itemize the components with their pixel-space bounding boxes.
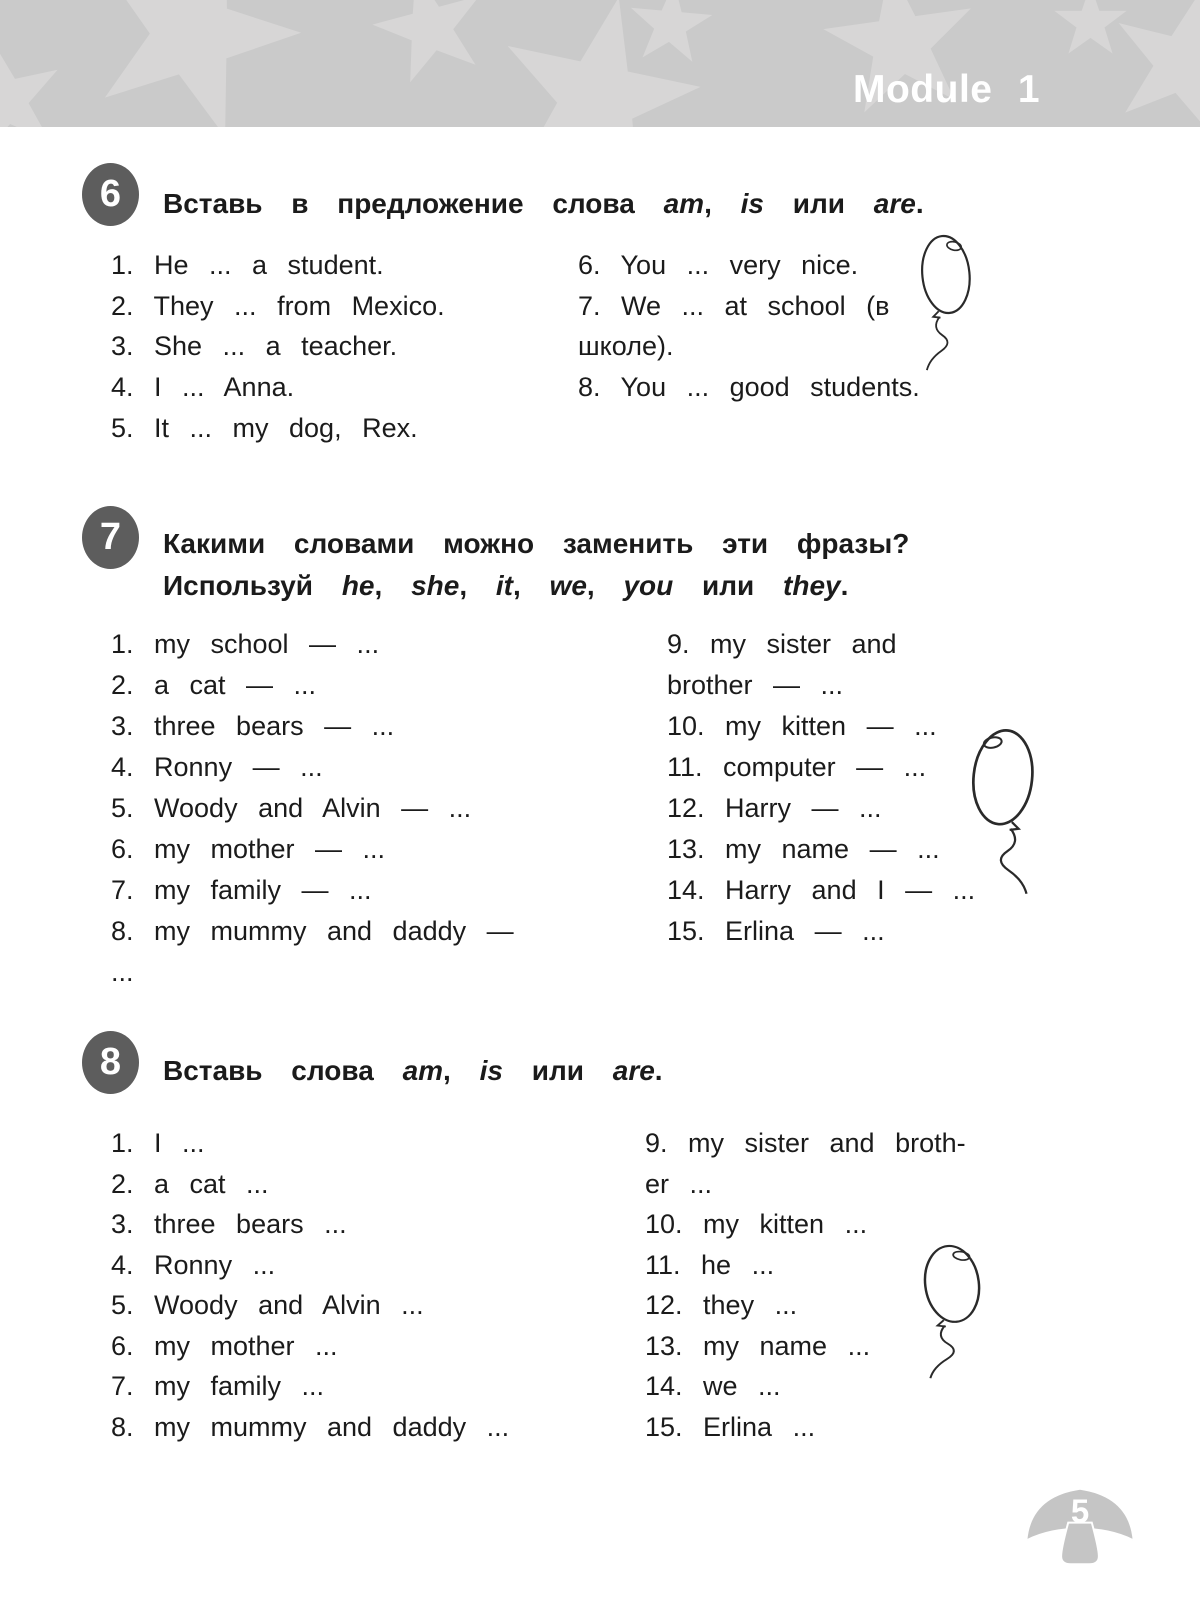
balloon-icon bbox=[918, 1244, 984, 1380]
mushroom-icon bbox=[1025, 1481, 1135, 1569]
title-italic-word: am bbox=[663, 188, 705, 219]
list-line: 5. It ... my dog, Rex. bbox=[111, 412, 418, 443]
balloon-icon bbox=[968, 728, 1040, 896]
title-italic-word: you bbox=[623, 570, 674, 601]
list-line: 3. three bears ... bbox=[111, 1209, 347, 1239]
exercise-title-line bbox=[163, 565, 909, 607]
module-header-band bbox=[0, 0, 1200, 127]
exercise-title bbox=[163, 183, 924, 225]
list-line: 4. Ronny — ... bbox=[111, 752, 323, 782]
list-line: 2. a cat — ... bbox=[111, 670, 317, 700]
list-line: 12. they ... bbox=[645, 1290, 798, 1320]
star-icon bbox=[360, 0, 501, 98]
star-icon bbox=[0, 29, 76, 127]
exercise-number-badge: 6 bbox=[82, 163, 139, 226]
title-text: Вставь слова bbox=[163, 1055, 403, 1086]
exercise-title bbox=[163, 1050, 663, 1092]
list-line: 14. Harry and I — ... bbox=[667, 875, 976, 905]
title-text: , bbox=[512, 570, 550, 601]
title-text: или bbox=[764, 188, 874, 219]
list-line: 2. a cat ... bbox=[111, 1168, 269, 1199]
list-line: 9. my sister and broth- bbox=[645, 1128, 966, 1158]
title-text: или bbox=[502, 1055, 613, 1086]
list-line: 1. He ... a student. bbox=[111, 250, 384, 280]
list-line: 13. my name ... bbox=[645, 1330, 871, 1361]
list-line: 1. I ... bbox=[111, 1128, 205, 1158]
page-number: 5 bbox=[1070, 1493, 1090, 1531]
title-text: , bbox=[586, 570, 624, 601]
list-line: 15. Erlina — ... bbox=[667, 916, 885, 946]
list-column-right bbox=[667, 624, 975, 952]
title-text: , bbox=[443, 1055, 480, 1086]
list-line: 5. Woody and Alvin ... bbox=[111, 1290, 424, 1320]
exercise-title bbox=[163, 523, 909, 607]
star-icon bbox=[624, 0, 716, 71]
list-line: 6. You ... very nice. bbox=[578, 250, 859, 280]
list-line: 14. we ... bbox=[645, 1371, 781, 1401]
list-column-left bbox=[111, 1123, 509, 1447]
list-line: 8. my mummy and daddy — bbox=[111, 916, 514, 946]
star-icon bbox=[57, 0, 328, 127]
list-line: 1. my school — ... bbox=[111, 629, 380, 659]
list-line: школе). bbox=[578, 331, 674, 362]
list-line: 7. my family — ... bbox=[111, 875, 372, 905]
title-italic-word: she bbox=[411, 570, 460, 601]
list-line: 5. Woody and Alvin — ... bbox=[111, 793, 472, 823]
list-line: 8. You ... good students. bbox=[578, 372, 920, 403]
exercise-title-line bbox=[163, 1050, 663, 1092]
list-column-left bbox=[111, 624, 514, 993]
list-column-right bbox=[578, 245, 920, 408]
title-text: . bbox=[840, 570, 849, 601]
list-line: 15. Erlina ... bbox=[645, 1411, 816, 1442]
title-text: . bbox=[915, 188, 924, 219]
list-line: brother — ... bbox=[667, 670, 844, 700]
title-italic-word: are bbox=[612, 1055, 655, 1086]
list-line: 4. Ronny ... bbox=[111, 1249, 276, 1280]
exercise-number-badge: 7 bbox=[82, 506, 139, 569]
list-line: 9. my sister and bbox=[667, 629, 897, 659]
title-text: Используй bbox=[163, 570, 342, 601]
title-text: , bbox=[459, 570, 496, 601]
list-line: 4. I ... Anna. bbox=[111, 372, 295, 403]
list-line: 6. my mother — ... bbox=[111, 834, 386, 864]
module-title: Module 1 bbox=[853, 68, 1041, 111]
title-text: или bbox=[673, 570, 784, 601]
exercise-title-line bbox=[163, 183, 924, 225]
list-line: 3. three bears — ... bbox=[111, 711, 395, 741]
list-column-left bbox=[111, 245, 445, 449]
list-line: 12. Harry — ... bbox=[667, 793, 882, 823]
list-line: 10. my kitten ... bbox=[645, 1209, 868, 1239]
list-line: 10. my kitten — ... bbox=[667, 711, 937, 741]
list-line: 13. my name — ... bbox=[667, 834, 940, 864]
title-italic-word: is bbox=[740, 188, 764, 219]
title-italic-word: he bbox=[341, 570, 375, 601]
list-line: 7. my family ... bbox=[111, 1371, 325, 1401]
title-text: Какими словами можно заменить эти фразы? bbox=[163, 528, 910, 559]
exercise-number-badge: 8 bbox=[82, 1031, 139, 1094]
list-line: er ... bbox=[645, 1168, 713, 1199]
list-line: 3. She ... a teacher. bbox=[111, 331, 398, 362]
title-italic-word: it bbox=[495, 570, 513, 601]
title-text: . bbox=[654, 1055, 663, 1086]
title-text: Вставь в предложение слова bbox=[163, 188, 664, 219]
list-line: 6. my mother ... bbox=[111, 1330, 338, 1361]
title-italic-word: we bbox=[549, 570, 587, 601]
exercise-title-line bbox=[163, 523, 909, 565]
list-line: 11. computer — ... bbox=[667, 752, 927, 782]
list-line: 7. We ... at school (в bbox=[578, 290, 890, 321]
title-italic-word: are bbox=[873, 188, 916, 219]
title-italic-word: is bbox=[479, 1055, 503, 1086]
title-italic-word: they bbox=[783, 570, 841, 601]
balloon-icon bbox=[916, 234, 974, 372]
title-text: , bbox=[374, 570, 412, 601]
title-text: , bbox=[704, 188, 741, 219]
list-line: 2. They ... from Mexico. bbox=[111, 290, 445, 321]
star-icon bbox=[1053, 0, 1128, 60]
title-italic-word: am bbox=[402, 1055, 444, 1086]
list-line: 11. he ... bbox=[645, 1249, 775, 1280]
list-line: 8. my mummy and daddy ... bbox=[111, 1411, 510, 1442]
list-line: ... bbox=[111, 957, 134, 987]
